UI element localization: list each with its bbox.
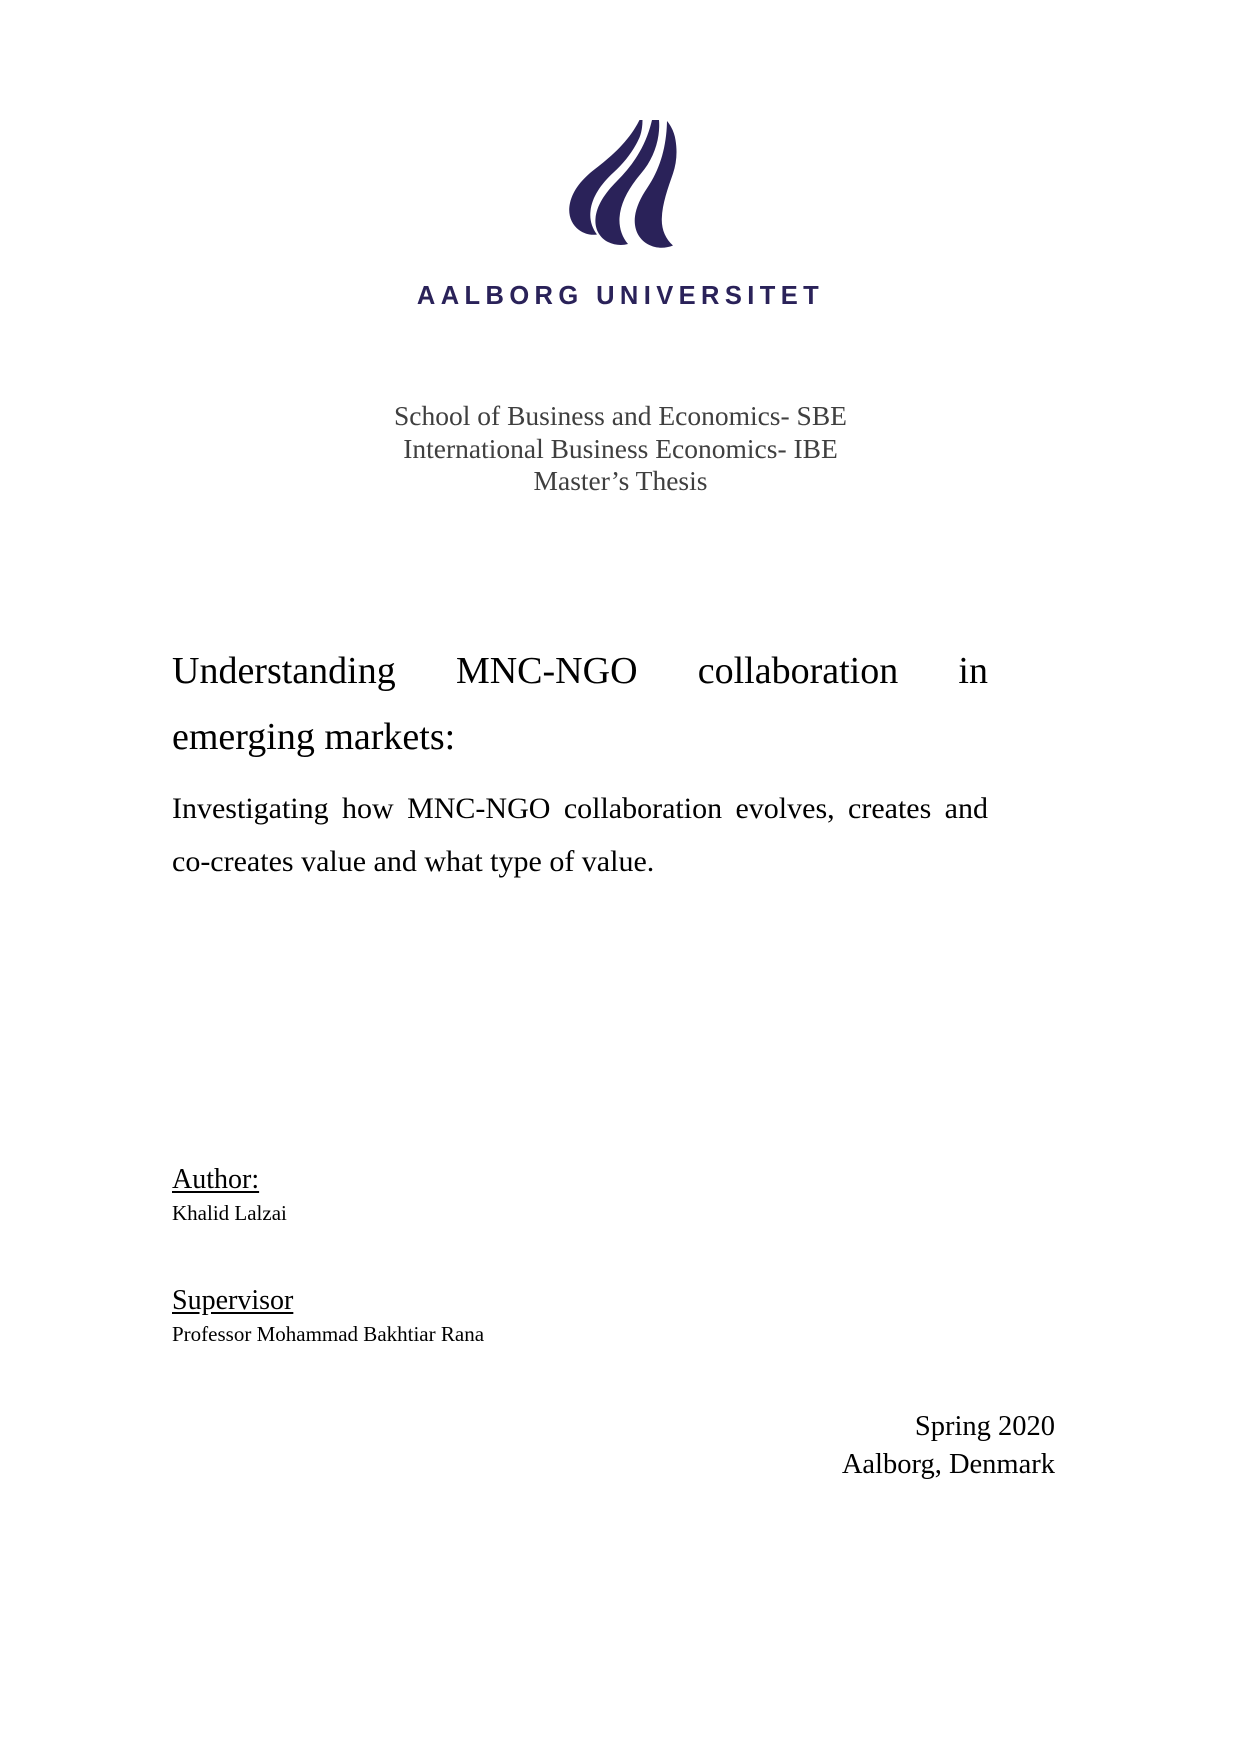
faculty-programme-block [0,400,1241,498]
submission-location: Aalborg, Denmark [841,1449,1055,1480]
submission-term: Spring 2020 [914,1411,1055,1442]
page-title: Understanding MNC-NGO collaboration in emerging markets: [172,650,988,758]
faculty-line-school: School of Business and Economics- SBE [394,400,847,431]
faculty-line-programme: International Business Economics- IBE [403,432,838,464]
credit-group-author [172,1163,872,1226]
university-wordmark: AALBORG UNIVERSITET [416,282,825,310]
supervisor-name: Professor Mohammad Bakhtiar Rana [172,1322,485,1346]
title-block [172,638,988,888]
author-heading: Author: [172,1164,260,1195]
author-name: Khalid Lalzai [172,1201,287,1225]
aalborg-university-swoosh-logo [551,118,691,253]
credit-group-supervisor [172,1284,872,1347]
supervisor-heading: Supervisor [172,1285,294,1316]
page-subtitle: Investigating how MNC-NGO collaboration evolves, creates and co-creates value and what type of value. [172,792,988,878]
credits-block [172,1163,872,1347]
university-logo-block [0,118,1241,310]
faculty-line-degree: Master’s Thesis [533,465,708,496]
colophon-block [842,1408,1055,1484]
